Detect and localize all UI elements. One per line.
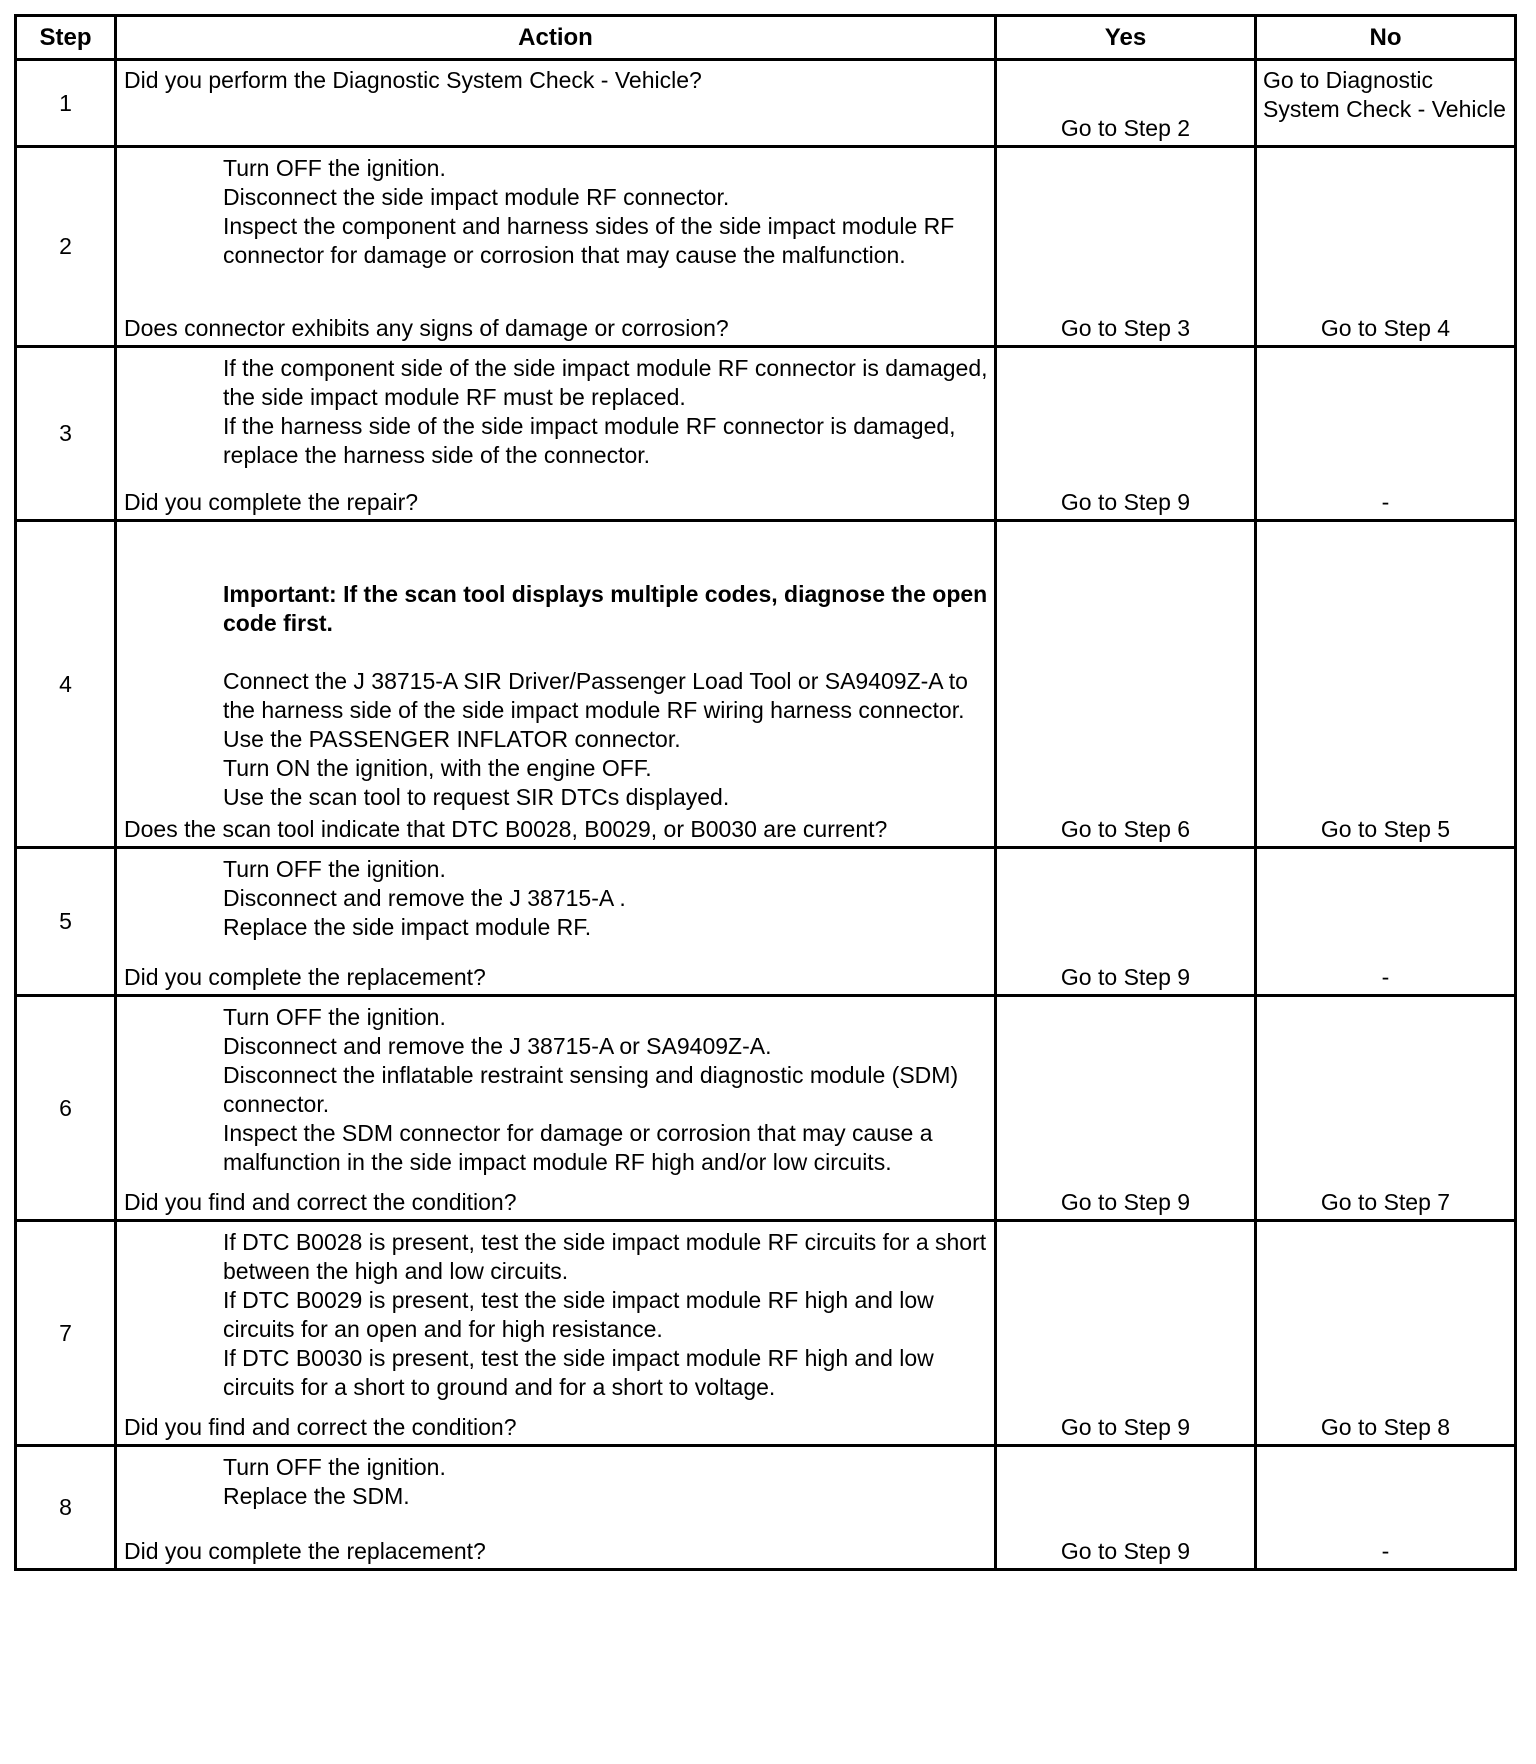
header-yes: Yes	[996, 16, 1256, 60]
table-row	[16, 996, 1516, 1221]
step-number: 7	[16, 1221, 116, 1446]
procedure-line: Replace the SDM.	[223, 1483, 410, 1509]
step-number: 4	[16, 521, 116, 848]
action-cell	[116, 60, 996, 147]
procedure-line: Turn OFF the ignition.	[223, 1454, 446, 1480]
table-row	[16, 347, 1516, 521]
procedure-line: Replace the side impact module RF.	[223, 914, 592, 940]
step-number: 8	[16, 1446, 116, 1570]
no-cell	[1256, 1446, 1516, 1570]
table-row	[16, 1221, 1516, 1446]
yes-cell	[996, 347, 1256, 521]
no-result: Go to Step 5	[1320, 816, 1451, 842]
header-action: Action	[116, 16, 996, 60]
procedure-line: Use the scan tool to request SIR DTCs displayed.	[223, 784, 730, 810]
table-row	[16, 848, 1516, 996]
no-cell	[1256, 848, 1516, 996]
step-number: 2	[16, 147, 116, 347]
step-number: 1	[16, 60, 116, 147]
action-cell	[116, 521, 996, 848]
yes-cell	[996, 996, 1256, 1221]
yes-result: Go to Step 2	[1060, 115, 1191, 141]
step-question: Does connector exhibits any signs of damage or corrosion?	[124, 315, 729, 341]
procedure-line: Disconnect the inflatable restraint sensing and diagnostic module (SDM) connector.	[223, 1062, 959, 1117]
procedure-line: Disconnect the side impact module RF connector.	[223, 184, 730, 210]
procedure-list	[117, 148, 994, 270]
procedure-line: If DTC B0029 is present, test the side impact module RF high and low circuits for an open and for high resistance.	[223, 1287, 934, 1342]
action-cell	[116, 1221, 996, 1446]
table-row	[16, 60, 1516, 147]
procedure-line: Turn OFF the ignition.	[223, 155, 446, 181]
step-question: Does the scan tool indicate that DTC B0028, B0029, or B0030 are current?	[124, 816, 888, 842]
step-question: Did you find and correct the condition?	[124, 1189, 517, 1215]
diagnostic-table	[14, 14, 1517, 1571]
yes-cell	[996, 1446, 1256, 1570]
procedure-line: If the harness side of the side impact module RF connector is damaged, replace the harness side of the connector.	[223, 413, 956, 468]
yes-result: Go to Step 9	[1060, 964, 1191, 990]
step-number: 5	[16, 848, 116, 996]
yes-result: Go to Step 9	[1060, 1538, 1191, 1564]
step-number: 6	[16, 996, 116, 1221]
procedure-line: Connect the J 38715-A SIR Driver/Passenger Load Tool or SA9409Z-A to the harness side of the side impact module RF wiring harness connector. Use the PASSENGER INFLATOR connector.	[223, 668, 968, 752]
no-cell	[1256, 147, 1516, 347]
procedure-line: Disconnect and remove the J 38715-A .	[223, 885, 626, 911]
step-question: Did you find and correct the condition?	[124, 1414, 517, 1440]
no-result: -	[1381, 964, 1390, 990]
step-question: Did you complete the repair?	[124, 489, 419, 515]
procedure-line: Turn OFF the ignition.	[223, 856, 446, 882]
no-result: Go to Step 4	[1320, 315, 1451, 341]
procedure-line: If the component side of the side impact module RF connector is damaged, the side impact module RF must be replaced.	[223, 355, 988, 410]
no-result: -	[1381, 489, 1390, 515]
procedure-list	[117, 1447, 994, 1511]
no-result: Go to Step 7	[1320, 1189, 1451, 1215]
no-cell	[1256, 60, 1516, 147]
important-note: Important: If the scan tool displays multiple codes, diagnose the open code first.	[223, 581, 988, 636]
step-question: Did you complete the replacement?	[124, 964, 486, 990]
no-cell	[1256, 521, 1516, 848]
yes-cell	[996, 848, 1256, 996]
procedure-list	[117, 1222, 994, 1402]
yes-result: Go to Step 9	[1060, 1414, 1191, 1440]
procedure-list	[117, 997, 994, 1177]
action-cell	[116, 848, 996, 996]
procedure-line: If DTC B0028 is present, test the side impact module RF circuits for a short between the high and low circuits.	[223, 1229, 987, 1284]
yes-result: Go to Step 6	[1060, 816, 1191, 842]
procedure-line: Inspect the SDM connector for damage or corrosion that may cause a malfunction in the side impact module RF high and/or low circuits.	[223, 1120, 933, 1175]
step-question: Did you perform the Diagnostic System Check - Vehicle?	[124, 67, 702, 93]
table-row	[16, 1446, 1516, 1570]
step-number: 3	[16, 347, 116, 521]
step-question: Did you complete the replacement?	[124, 1538, 486, 1564]
action-cell	[116, 347, 996, 521]
yes-result: Go to Step 9	[1060, 1189, 1191, 1215]
header-step: Step	[16, 16, 116, 60]
yes-cell	[996, 521, 1256, 848]
no-result: Go to Diagnostic System Check - Vehicle	[1263, 67, 1506, 122]
action-cell	[116, 147, 996, 347]
no-result: -	[1381, 1538, 1390, 1564]
yes-result: Go to Step 9	[1060, 489, 1191, 515]
table-row	[16, 147, 1516, 347]
procedure-list	[117, 522, 994, 812]
no-cell	[1256, 1221, 1516, 1446]
action-cell	[116, 1446, 996, 1570]
procedure-line: Turn ON the ignition, with the engine OFF.	[223, 755, 652, 781]
yes-cell	[996, 1221, 1256, 1446]
header-row	[16, 16, 1516, 60]
procedure-line: Inspect the component and harness sides of the side impact module RF connector for damage or corrosion that may cause the malfunction.	[223, 213, 955, 268]
table-row	[16, 521, 1516, 848]
procedure-line: Disconnect and remove the J 38715-A or SA9409Z-A.	[223, 1033, 772, 1059]
header-no: No	[1256, 16, 1516, 60]
no-cell	[1256, 996, 1516, 1221]
yes-cell	[996, 60, 1256, 147]
yes-result: Go to Step 3	[1060, 315, 1191, 341]
yes-cell	[996, 147, 1256, 347]
no-cell	[1256, 347, 1516, 521]
procedure-list	[117, 849, 994, 942]
procedure-list	[117, 348, 994, 470]
procedure-line: If DTC B0030 is present, test the side impact module RF high and low circuits for a short to ground and for a short to voltage.	[223, 1345, 934, 1400]
action-cell	[116, 996, 996, 1221]
procedure-line: Turn OFF the ignition.	[223, 1004, 446, 1030]
no-result: Go to Step 8	[1320, 1414, 1451, 1440]
